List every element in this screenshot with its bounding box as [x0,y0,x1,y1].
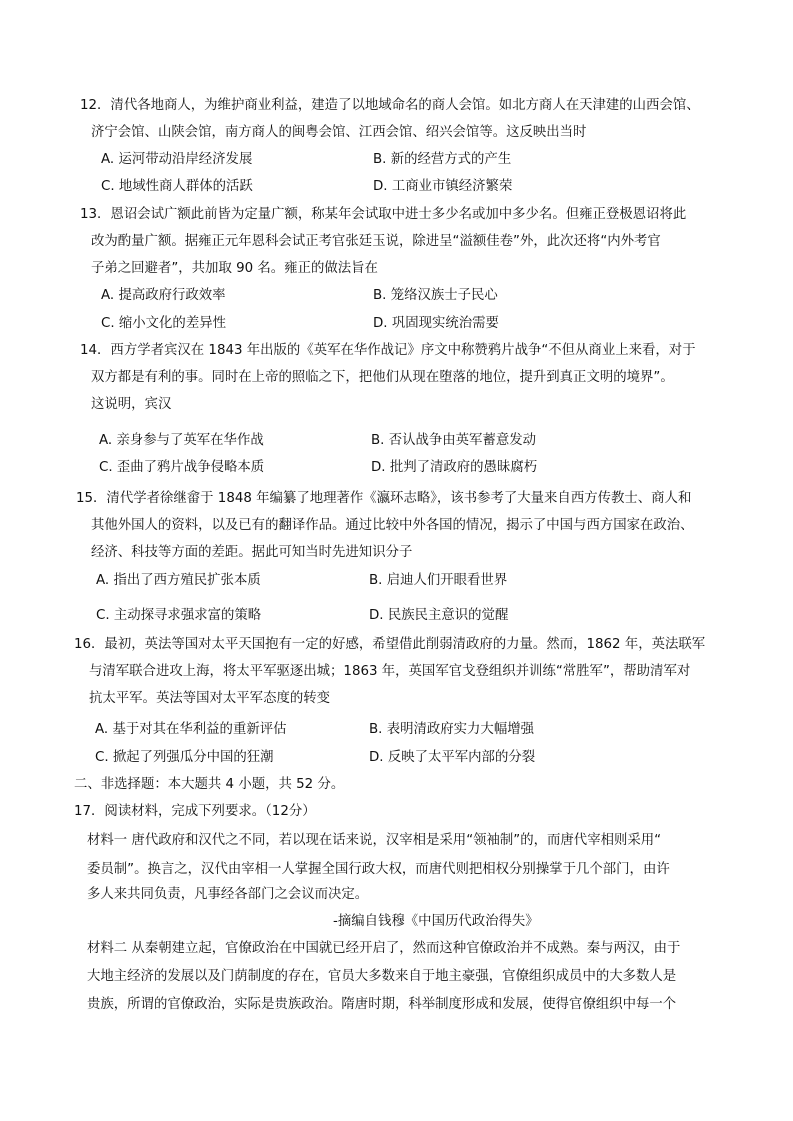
question-15-line-1: 15．清代学者徐继畲于 1848 年编纂了地理著作《瀛环志略》，该书参考了大量来自西方传教士、商人和 [76,491,692,506]
material-1-line-3: 多人来共同负责，凡事经各部门之会议而决定。 [87,887,369,902]
question-13-option-c: C. 缩小文化的差异性 [101,316,226,331]
question-16-line-1: 16．最初，英法等国对太平天国抱有一定的好感，希望借此削弱清政府的力量。然而，1862 年，英法联军 [74,637,706,652]
material-2-line-3: 贵族，所谓的官僚政治，实际是贵族政治。隋唐时期，科举制度形成和发展，使得官僚组织中每一个 [87,997,677,1012]
section-2-heading: 二、非选择题：本大题共 4 小题，共 52 分。 [74,777,345,792]
question-13-option-a: A. 提高政府行政效率 [101,288,226,303]
question-12-option-a: A. 运河带动沿岸经济发展 [101,152,253,167]
question-15-option-d: D. 民族民主意识的觉醒 [369,608,509,623]
question-15-option-b: B. 启迪人们开眼看世界 [369,573,508,588]
question-15-line-3: 经济、科技等方面的差距。据此可知当时先进知识分子 [91,545,413,560]
material-1-line-1: 材料一 唐代政府和汉代之不同，若以现在话来说，汉宰相是采用“领袖制”的，而唐代宰相则采用“ [87,833,662,848]
question-13-line-3: 子弟之回避者”，共加取 90 名。雍正的做法旨在 [91,261,378,276]
question-13-option-b: B. 笼络汉族士子民心 [373,288,498,303]
question-13-option-d: D. 巩固现实统治需要 [373,316,499,331]
question-14-line-1: 14．西方学者宾汉在 1843 年出版的《英军在华作战记》序文中称赞鸦片战争“不但从商业上来看，对于 [80,343,696,358]
question-12-option-c: C. 地域性商人群体的活跃 [101,179,253,194]
material-1-line-2: 委员制”。换言之，汉代由宰相一人掌握全国行政大权，而唐代则把相权分别操掌于几个部门，由许 [87,862,670,877]
question-14-line-2: 双方都是有利的事。同时在上帝的照临之下，把他们从现在堕落的地位，提升到真正文明的境界”。 [91,370,674,385]
question-14-option-a: A. 亲身参与了英军在华作战 [99,433,264,448]
question-14-option-c: C. 歪曲了鸦片战争侵略本质 [99,460,265,475]
question-15-option-a: A. 指出了西方殖民扩张本质 [96,573,261,588]
question-14-line-3: 这说明，宾汉 [91,397,172,412]
question-12-line-2: 济宁会馆、山陕会馆，南方商人的闽粤会馆、江西会馆、绍兴会馆等。这反映出当时 [91,125,587,140]
question-16-option-a: A. 基于对其在华利益的重新评估 [95,722,287,737]
material-1-source: -摘编自钱穆《中国历代政治得失》 [333,914,539,929]
question-15-line-2: 其他外国人的资料，以及已有的翻译作品。通过比较中外各国的情况，揭示了中国与西方国家在政治、 [91,518,694,533]
question-16-line-2: 与清军联合进攻上海，将太平军驱逐出城；1863 年，英国军官戈登组织并训练“常胜军”，帮助清军对 [89,664,691,679]
question-13-line-2: 改为酌量广额。据雍正元年恩科会试正考官张廷玉说，除进呈“溢额佳卷”外，此次还将“内外考官 [91,234,661,249]
question-14-option-b: B. 否认战争由英军蓄意发动 [371,433,536,448]
material-2-line-2: 大地主经济的发展以及门荫制度的存在，官员大多数来自于地主豪强，官僚组织成员中的大多数人是 [87,969,677,984]
question-15-option-c: C. 主动探寻求强求富的策略 [96,608,262,623]
question-16-option-c: C. 掀起了列强瓜分中国的狂潮 [95,750,274,765]
question-12-option-d: D. 工商业市镇经济繁荣 [373,179,513,194]
question-16-line-3: 抗太平军。英法等国对太平军态度的转变 [89,691,331,706]
material-2-line-1: 材料二 从秦朝建立起，官僚政治在中国就已经开启了，然而这种官僚政治并不成熟。秦与两汉，由于 [87,941,681,956]
question-17-title: 17．阅读材料，完成下列要求。（12分） [74,804,316,819]
question-14-option-d: D. 批判了清政府的愚昧腐朽 [371,460,538,475]
question-12-line-1: 12．清代各地商人，为维护商业利益，建造了以地域命名的商人会馆。如北方商人在天津建的山西会馆、 [80,98,700,113]
question-13-line-1: 13．恩诏会试广额此前皆为定量广额，称某年会试取中进士多少名或加中多少名。但雍正登极恩诏将此 [80,207,687,222]
question-12-option-b: B. 新的经营方式的产生 [373,152,512,167]
question-16-option-b: B. 表明清政府实力大幅增强 [369,722,534,737]
question-16-option-d: D. 反映了太平军内部的分裂 [369,750,536,765]
